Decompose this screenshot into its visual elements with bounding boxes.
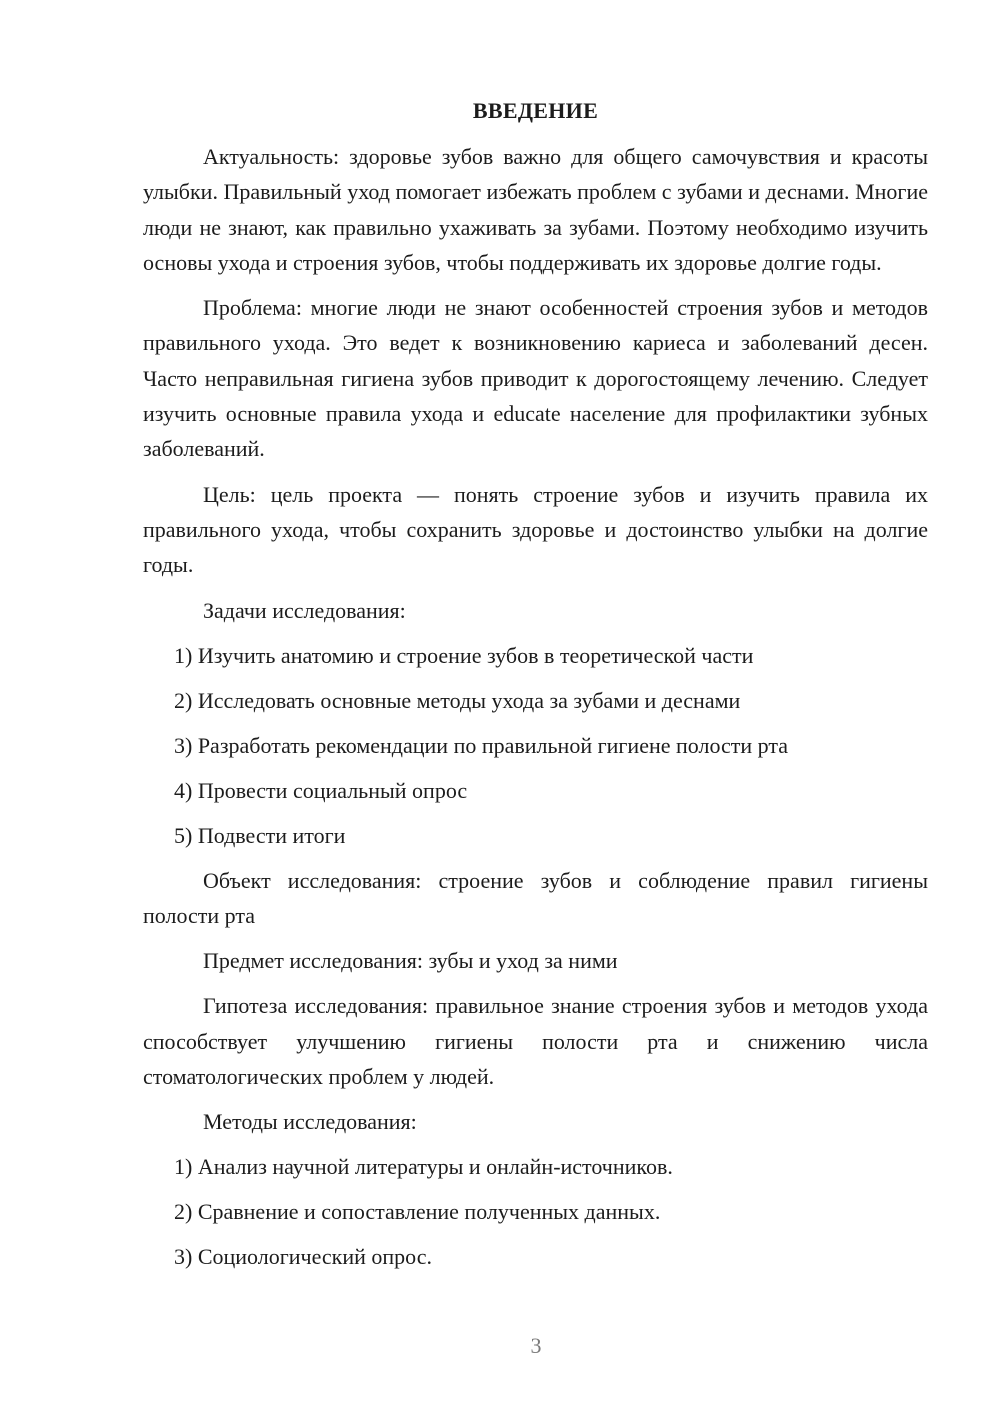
tasks-heading: Задачи исследования: xyxy=(203,597,406,623)
problem-paragraph: Проблема: многие люди не знают особенностей строения зубов и методов правильного ухода. Это ведет к возникновению кариеса и заболеваний десен. Часто неправильная гигиена зубов приводит к дорогостоящему лечению. Следует изучить основные правила ухода и educate население для профилактики зубных заболеваний. xyxy=(143,295,928,462)
list-item: 1) Изучить анатомию и строение зубов в теоретической части xyxy=(174,642,754,668)
methods-list xyxy=(143,1149,928,1274)
list-item: 3) Разработать рекомендации по правильной гигиене полости рта xyxy=(174,732,789,758)
list-item: 3) Социологический опрос. xyxy=(174,1244,432,1270)
list-item: 4) Провести социальный опрос xyxy=(174,777,468,803)
hypothesis-paragraph: Гипотеза исследования: правильное знание строения зубов и методов ухода способствует улучшению гигиены полости рта и снижению числа стоматологических проблем у людей. xyxy=(143,993,928,1090)
goal-paragraph: Цель: цель проекта — понять строение зубов и изучить правила их правильного ухода, чтобы сохранить здоровье и достоинство улыбки на долгие годы. xyxy=(143,481,928,578)
document-page xyxy=(143,96,928,1284)
actuality-paragraph: Актуальность: здоровье зубов важно для общего самочувствия и красоты улыбки. Правильный уход помогает избежать проблем с зубами и деснами. Многие люди не знают, как правильно ухаживать за зубами. Поэтому необходимо изучить основы ухода и строения зубов, чтобы поддерживать их здоровье долгие годы. xyxy=(143,144,928,275)
list-item: 1) Анализ научной литературы и онлайн-источников. xyxy=(174,1154,673,1180)
page-number: 3 xyxy=(530,1333,542,1358)
list-item: 5) Подвести итоги xyxy=(174,822,346,848)
object-paragraph: Объект исследования: строение зубов и соблюдение правил гигиены полости рта xyxy=(143,867,928,928)
list-item: 2) Исследовать основные методы ухода за зубами и деснами xyxy=(174,687,741,713)
section-title: ВВЕДЕНИЕ xyxy=(472,98,599,123)
methods-heading: Методы исследования: xyxy=(203,1109,417,1135)
list-item: 2) Сравнение и сопоставление полученных данных. xyxy=(174,1199,661,1225)
subject-paragraph: Предмет исследования: зубы и уход за ними xyxy=(203,948,618,974)
tasks-list xyxy=(143,638,928,853)
